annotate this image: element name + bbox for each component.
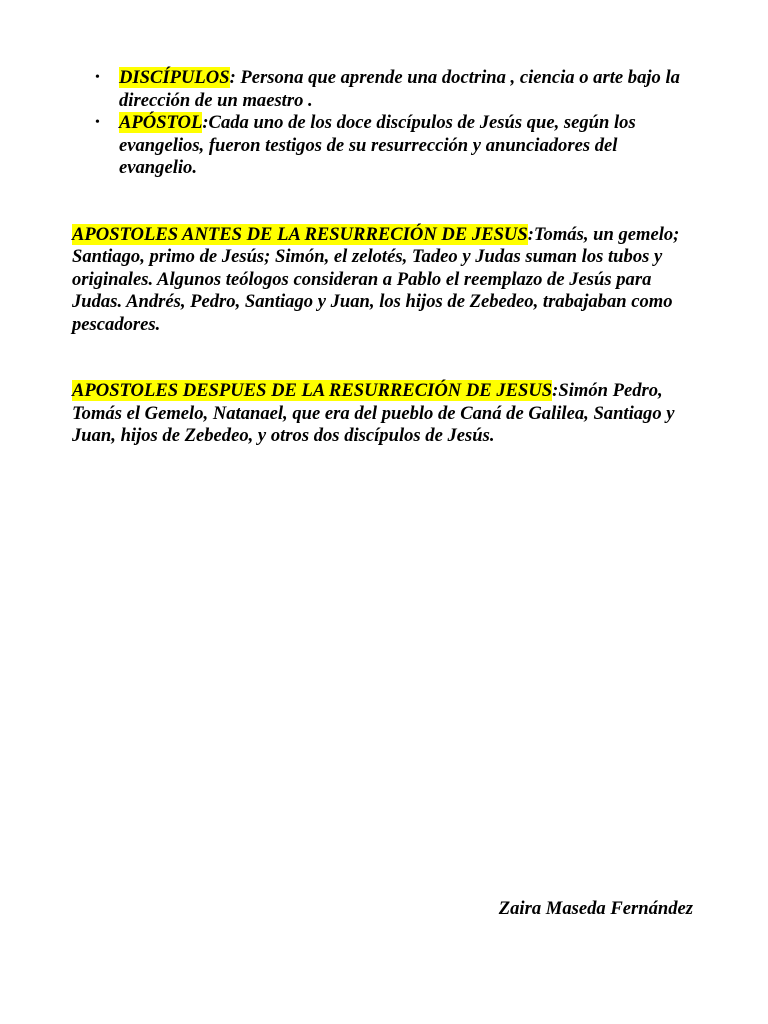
section-heading: APOSTOLES ANTES DE LA RESURRECIÓN DE JESUS — [72, 223, 528, 245]
bullet-icon: • — [95, 115, 100, 130]
definition-text: : Persona que aprende una doctrina , ciencia o arte bajo la dirección de un maestro . — [119, 67, 680, 111]
definition-text: :Cada uno de los doce discípulos de Jesús que, según los evangelios, fueron testigos de su resurrección y anunciadores del evangelio. — [119, 112, 636, 178]
section-after-resurrection — [72, 380, 682, 448]
definition-item-discipulos — [72, 67, 682, 112]
section-text: :Tomás, un gemelo; Santiago, primo de Jesús; Simón, el zelotés, Tadeo y Judas suman los tubos y originales. Algunos teólogos consideran a Pablo el reemplazo de Jesús para Judas. Andrés, Pedro, Santiago y Juan, los hijos de Zebedeo, trabajaban como pescadores. — [72, 223, 680, 335]
bullet-icon: • — [95, 70, 100, 85]
section-heading: APOSTOLES DESPUES DE LA RESURRECIÓN DE JESUS — [72, 380, 553, 401]
document-body — [72, 67, 682, 448]
author-signature: Zaira Maseda Fernández — [498, 898, 693, 919]
section-before-resurrection — [72, 224, 682, 337]
section-text: :Simón Pedro, Tomás el Gemelo, Natanael, que era del pueblo de Caná de Galilea, Santiago y Juan, hijos de Zebedeo, y otros dos discípulos de Jesús. — [72, 380, 675, 446]
definition-item-apostol — [72, 112, 682, 180]
definition-term: APÓSTOL — [119, 112, 203, 133]
definitions-list — [72, 67, 682, 180]
definition-term: DISCÍPULOS — [119, 67, 230, 88]
